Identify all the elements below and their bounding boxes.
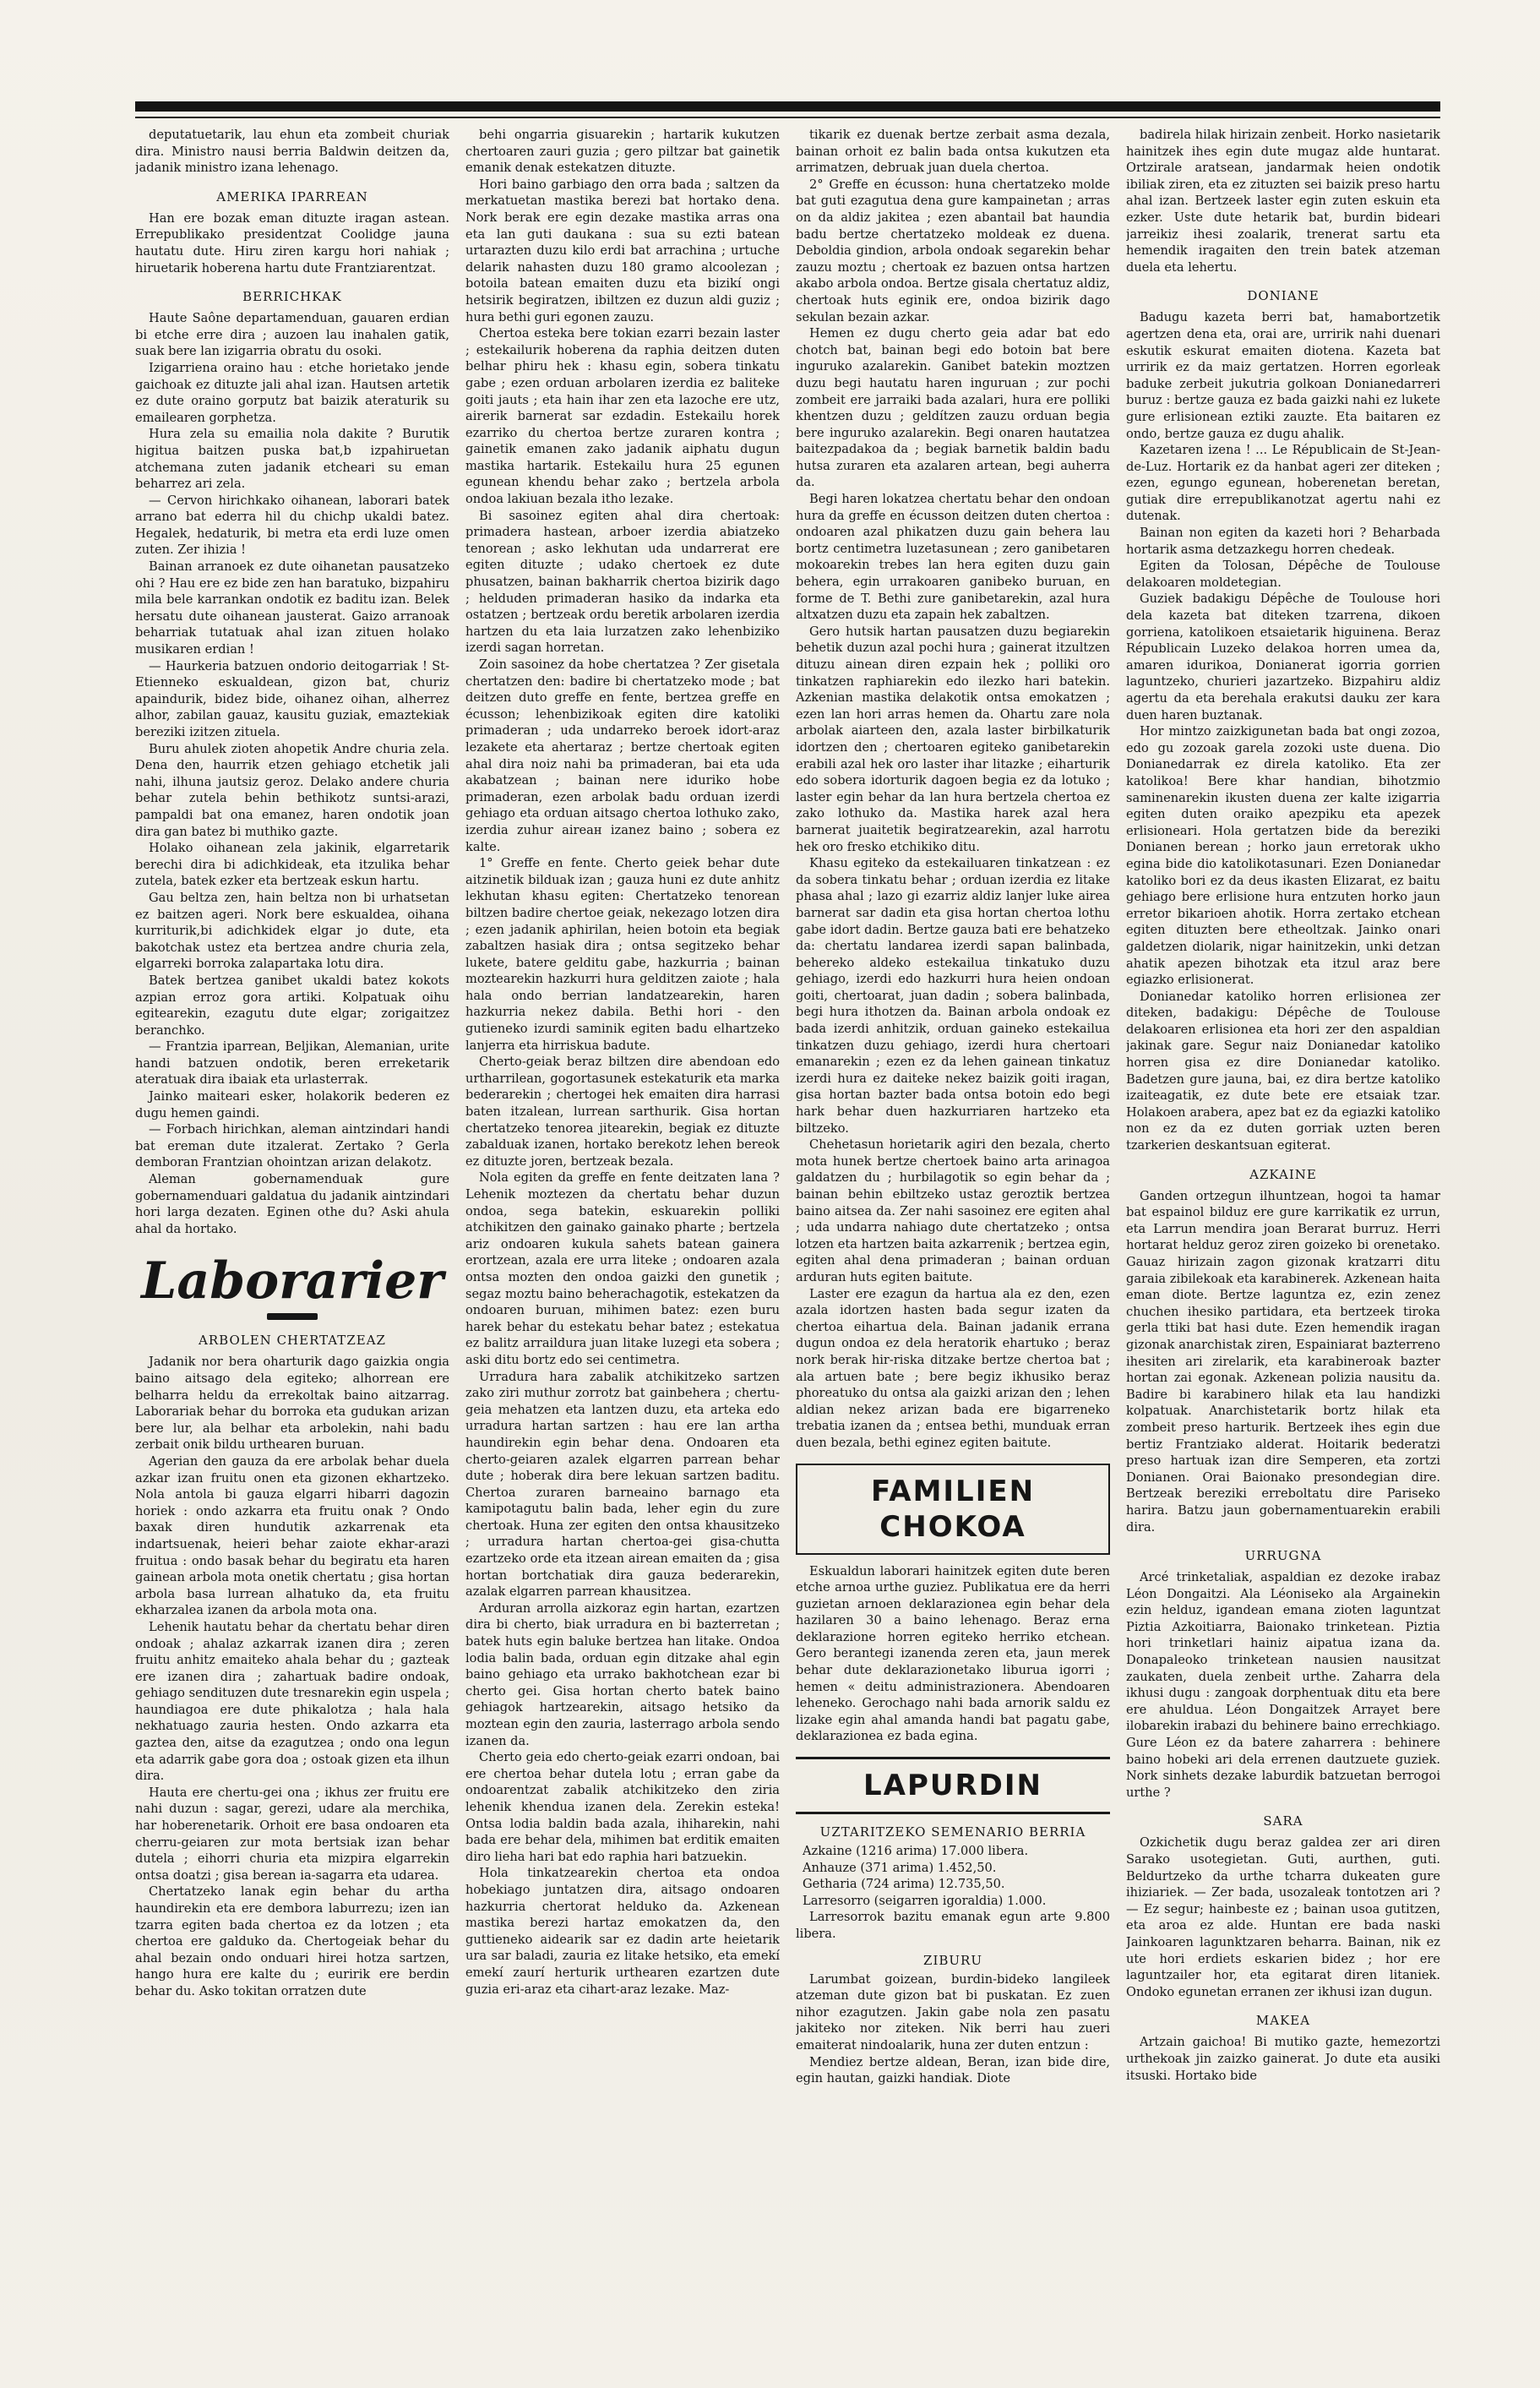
paragraph: Arcé trinketaliak, aspaldian ez dezoke irabaz Léon Dongaitzi. Ala Léoniseko ala Argainekin ezin helduz, igandean emana zioten laguntzat Piztia Azkoitiarra, Baionako trinketean. Piztia hori trinketlari hainiz aipatua izana da. Donapaleoko trinketean nausien nausitzat zaukaten, duela zenbeit urthe. Zaharra dela ikhusi dugu : zangoak dorphentuak ditu eta bere ere ahuldua. Léon Dongaitzek Arrayet bere ilobarekin irabazi du behinere baino errechkiago. Gure Léon ez da batere zaharrera : behinere baino hobeki ari dela errenen dautzuete guziek. Nork sinhets dezake laburdik batzuetan berrogoi urthe ? [1126, 1570, 1440, 1800]
paragraph: Hola tinkatzearekin chertoa eta ondoa hobekiago juntatzen dira, aitsago ondoaren hazkurria chertorat helduko da. Azkenean mastika berezi hartaz emokatzen da, den guttieneko aidearik sar ez dadin arte heietarik ura sar baladi, zauria ez litake hetsiko, eta emekí emekí zaurí herturik urthearen ezartzen dute guzia eri-araz eta cihart-araz lezake. Maz- [465, 1866, 780, 1997]
paragraph: tikarik ez duenak bertze zerbait asma dezala, bainan orhoit ez balin bada ontsa kukutzen eta arrimatzen, debruak juan duela chertoa. [796, 128, 1110, 176]
section-heading-uztaritzeko: UZTARITZEKO SEMENARIO BERRIA [819, 1824, 1086, 1840]
paragraph: Hura zela su emailia nola dakite ? Burutik higitua baitzen puska bat,b izpahiruetan atchemana zuten jadanik etcheari su eman beharrez ari zela. [135, 427, 449, 492]
paragraph: Jainko maiteari esker, holakorik bederen ez dugu hemen gaindi. [135, 1089, 449, 1120]
list-item: Azkaine (1216 arima) 17.000 libera. [803, 1844, 1029, 1859]
top-rule [135, 101, 1440, 112]
banner-familien-chokoa: FAMILIEN CHOKOA [796, 1464, 1110, 1555]
paragraph: behi ongarria gisuarekin ; hartarik kukutzen chertoaren zauri guzia ; gero piltzar bat gainetik emanik denak estekatzen dituzte. [465, 128, 780, 176]
paragraph: — Forbach hirichkan, aleman aintzindari handi bat ereman dute itzalerat. Zertako ? Gerla demboran Frantzian ohointzan arizan delakotz. [135, 1122, 449, 1170]
paragraph: deputatuetarik, lau ehun eta zombeit churiak dira. Ministro nausi berria Baldwin deitzen da, jadanik ministro izana lehenago. [135, 128, 449, 176]
paragraph: Hori baino garbiago den orra bada ; saltzen da merkatuetan mastika berezi bat hortako dena. Nork berak ere egin dezake mastika arras ona eta lan guti daukana : sua su ezti batean urtarazten duzu kilo erdi bat arrachina ; urtuche delarik nahasten duzu 180 gramo alcoolezan ; botoila batean emaiten duzu eta bizikí ongi hetsirik begiratzen, ibiltzen ez duzun aldi guziz ; hura bethi guri egonen zauzu. [465, 177, 780, 324]
paragraph: Han ere bozak eman dituzte iragan astean. Errepublikako presidentzat Coolidge jauna hautatu dute. Hiru ziren kargu hori nahiak ; hiruetarik hoberena hartu dute Frantziarentzat. [135, 210, 449, 275]
column-3 [796, 127, 1110, 2374]
section-title-laborarier: Laborarier [141, 1251, 443, 1311]
paragraph: Buru ahulek zioten ahopetik Andre churia zela. Dena den, haurrik etzen gehiago etchetik jali nahi, ilhuna jautsiz geroz. Delako andere churia behar zutela behin bethikotz suntsi-arazi, pampaldi bat ona emanez, haren ondotik joan dira gan batez bi muthiko gazte. [135, 741, 449, 839]
paragraph: Holako oihanean zela jakinik, elgarretarik berechi dira bi adichkideak, eta itzulika behar zutela, batek ezker eta bertzeak eskun hartu. [135, 841, 449, 889]
paragraph: Larumbat goizean, burdin-bideko langileek atzeman dute gizon bat bi puskatan. Ez zuen nihor ezagutzen. Jakin gabe nola zen pasatu jakiteko nor ziteken. Nik berri hau zueri emaiterat nindoalarik, huna zer duten entzun : [796, 1971, 1110, 2053]
paragraph: Donianedar katoliko horren erlisionea zer diteken, badakigu: Dépêche de Toulouse delakoaren erlisionea eta hori zer den aspaldian jakinak gare. Segur naiz Donianedar katoliko horren gisa ez dire Donianedar katoliko. Badetzen gure jauna, bai, ez dira bertze katoliko izaiteagatik, ez dute bete ere etsaiak tzar. Holakoen arabera, apez bat ez da egiazki katoliko non ez da ez duten gorriak uzten beren tzarkerien deskantsuan egiterat. [1126, 989, 1440, 1153]
paragraph: Badugu kazeta berri bat, hamabortzetik agertzen dena eta, orai are, urririk nahi duenari eskutik eskurat emaiten diotena. Kazeta bat urririk ez da maiz gertatzen. Horren egorleak baduke zerbeit jukutria golkoan Donianedarreri buruz : bertze gauza ez bada gaizki nahi ez lukete gure erlisionean eztiki zauzte. Eta baitaren ez ondo, bertze gauza ez dugu ahalik. [1126, 310, 1440, 441]
list-item: Larresorro (seigarren igoraldia) 1.000. [803, 1893, 1047, 1908]
paragraph: 2° Greffe en écusson: huna chertatzeko molde bat guti ezagutua dena gure kampainetan ; arras on da aldiz jakitea ; ezen abantail bat haundia badu bertze chertatzeko moldeak ez duena. Deboldia gindion, arbola ondoak segarekin behar zauzu moztu ; chertoak ez bazuen ontsa hartzen akabo arbola ondoa. Bertze gisala chertatuz aldiz, chertoak huts eginik ere, ondoa bizirik dago sekulan bezain azkar. [796, 177, 1110, 324]
column-4 [1126, 127, 1440, 2374]
paragraph: Izigarriena oraino hau : etche horietako jende gaichoak ez dituzte jali ahal izan. Hautsen artetik ez dute oraino gorputz bat baizik ateraturik su emailearen gorphetza. [135, 360, 449, 425]
paragraph: — Cervon hirichkako oihanean, laborari batek arrano bat ederra hil du chichp ukaldi batez. Hegalek, hedaturik, bi metra eta erdi luze omen zuten. Zer ihizia ! [135, 493, 449, 558]
list-item: Anhauze (371 arima) 1.452,50. [803, 1860, 997, 1875]
paragraph: Larresorrok bazitu emanak egun arte 9.800 libera. [796, 1910, 1110, 1941]
paragraph: Bainan non egiten da kazeti hori ? Beharbada hortarik asma detzazkegu horren chedeak. [1126, 526, 1440, 557]
section-heading-berrichkak: BERRICHKAK [242, 289, 342, 305]
paragraph: Hor mintzo zaizkigunetan bada bat ongi zozoa, edo gu zozoak garela zozoki uste duena. Dio Donianedarrak ez direla katoliko. Eta zer katolikoa! Bere khar handian, bihotzmio saminenarekin ikusten duena zer kalte izigarria egiten duten oraiko apezpiku eta apezek erlisioneari. Hola gertatzen bide da bereziki Donianen berean ; horko jaun erretorak ukho egina bide dio katolikotasunari. Ezen Donianedar katoliko bori ez da deus ikasten Elizarat, ez baitu gehiago bere erlisione hura entzuten horko jaun erretor bikarioen ahotik. Horra zertako etchean egiten dituzten bere etheoltzak. Jainko onari galdetzen diolarik, nigar hainitzekin, unki detzan ahatik apezen bihotzak eta itzul araz bere egiazko erlisionerat. [1126, 724, 1440, 988]
paragraph: Arduran arrolla aizkoraz egin hartan, ezartzen dira bi cherto, biak urradura en bi bazterretan ; batek huts egin baluke bertzea han litake. Ondoa lodia balin bada, orduan egin ditzake ahal egin baino gehiago eta urrako bakhotchean ezar bi cherto gei. Gisa hortan cherto batek baino gehiagok hartzearekin, aitsago hetsiko da moztean egin den zauria, lasterrago arbola sendo izanen da. [465, 1600, 780, 1748]
paragraph: Chertoa esteka bere tokian ezarri bezain laster ; estekailurik hoberena da raphia deitzen duten belhar phiru hek : khasu egin, sobera tinkatu gabe ; ezen orduan arbolaren izerdia ez baliteke goiti jauts ; eta hain ihar zen eta lazoche ere utz, airerik barnerat sar ezdadin. Estekailu horek ezarriko du chertoa bertze zuraren kontra ; gainetik emanen zako jadanik aiphatu dugun mastika hartarik. Estekailu hura 25 egunen egunean khendu behar zako ; bertzela arbola ondoa lakiuan bezala itho lezake. [465, 326, 780, 507]
column-2 [465, 127, 780, 2374]
paragraph: Agerian den gauza da ere arbolak behar duela azkar izan fruitu onen eta gizonen ekhartzeko. Nola antola bi gauza elgarri hibarri dagozin horiek : ondo azkarra eta fruitu onak ? Ondo baxak diren hundutik azkarrenak eta indartsuenak, heieri behar zaiote ekhar-arazi fruitua : ondo basak behar du begiratu eta haren gainean arbola mota onetik chertatu ; gisa hortan arbola basa lurrean alhatuko da, eta fruitu ekharzalea izanen da arbola mota ona. [135, 1453, 449, 1618]
paragraph: Cherto geia edo cherto-geiak ezarri ondoan, bai ere chertoa behar dutela lotu ; erran gabe da ondoarentzat zabalik atchikitzeko den ziria lehenik khendua izanen dela. Zerekin esteka! Ontsa lodia baldin bada azala, ihiharekin, nahi bada ere behar dela, mihimen bat erditik emaiten diro lieha hari bat edo raphia hari batzuekin. [465, 1750, 780, 1864]
paragraph: Kazetaren izena ! ... Le Républicain de St-Jean-de-Luz. Hortarik ez da hanbat ageri zer diteken ; ezen, egungo egunean, hoberenetan beretan, gutiak dire errepublikanotzat agertu nahi ez dutenak. [1126, 443, 1440, 524]
paragraph: Laster ere ezagun da hartua ala ez den, ezen azala idortzen hasten bada segur izaten da chertoa eihartua dela. Bainan jadanik errana dugun ondoa ez dela heratorik ehartuko ; beraz nork berak hir-riska ditzake bertze chertoa bat ; ala artuen bate ; bere begiz ikhusiko beraz phoreatuko du ontsa ala gaizki arizan den ; lehen aldian nekez arizan bada ere bigarreneko trebatia izanen da ; entsea bethi, munduak erran duen bezala, bethi eginez egiten baitute. [796, 1286, 1110, 1450]
paragraph: Gero hutsik hartan pausatzen duzu begiarekin behetik duzun azal pochi hura ; gainerat itzultzen dituzu ainean diren ezpain hek ; polliki oro tinkatzen raphiarekin edo ilezko hari batekin. Azkenian mastika delakotik ontsa emokatzen ; ezen lan hori arras hemen da. Ohartu zare nola arbolak aiarteen den, azala laster birbilkaturik idortzen den ; chertoaren egiteko ganibetarekin erabili azal hek oro laster ihar litazke ; eiharturik edo sobera idorturik dagoen begia ez da lotuko ; laster egin behar da lan hura bertzela chertoa ez zako lothuko da. Mastika harek azal hera barnerat juaitetik begiratzearekin, azal harrotu hek oro fresko etchikiko ditu. [796, 624, 1110, 854]
paragraph: Gau beltza zen, hain beltza non bi urhatsetan ez baitzen ageri. Nork bere eskualdea, oihana kurriturik,bi adichkidek elgar jo dute, eta bakotchak ustez eta bertzea andre churia zela, elgarreki borroka zalapartaka lotu dira. [135, 890, 449, 972]
paragraph: Begi haren lokatzea chertatu behar den ondoan hura da greffe en écusson deitzen duten chertoa : ondoaren azal phikatzen duzu gain behera lau bortz centimetra luzetasunean ; zero ganibetaren mokoarekin trebes lan hera egiten duzu gain behera, egin urrakoaren ganibeko buruan, en forme de T. Bethi zure ganibetarekin, azal hura altxatzen duzu eta zapain hek zabaltzen. [796, 492, 1110, 623]
paragraph: Cherto-geiak beraz biltzen dire abendoan edo urtharrilean, gogortasunek estekaturik eta marka bederarekin ; chertogei hek emaiten dira harrasi baten itzalean, lurrean sarthurik. Gisa hortan chertatzeko tenorea jitearekin, begiak ez dituzte zabalduak izanen, hortako berekotz lehen bereok ez dituzte joren, bertzeak bezala. [465, 1055, 780, 1169]
banner-lapurdin: LAPURDIN [796, 1757, 1110, 1814]
section-heading-amerika: AMERIKA IPARREAN [216, 188, 368, 204]
paragraph: — Haurkeria batzuen ondorio deitogarriak ! St-Etienneko eskualdean, gizon bat, churiz apaindurik, bidez bide, oihanez oihan, alherrez alhor, zabilan gauaz, kausitu guziak, emaztekiak bereziki izitzen zituela. [135, 658, 449, 739]
paragraph: Aleman gobernamenduak gure gobernamenduari galdatua du jadanik aintzindari hori larga dezaten. Eginen othe du? Aski ahula ahal da hortako. [135, 1172, 449, 1236]
section-heading-ziburu: ZIBURU [923, 1952, 982, 1968]
title-ornament [267, 1313, 318, 1320]
section-heading-azkaine: AZKAINE [1249, 1166, 1317, 1182]
top-rule-thin [135, 117, 1440, 118]
section-heading-sara: SARA [1263, 1813, 1303, 1829]
paragraph: Hemen ez dugu cherto geia adar bat edo chotch bat, bainan begi edo botoin bat bere inguruko azalarekin. Ganibet batekin moztzen duzu begi hautatu haren inguruan ; zur pochi zombeit ere jarraiki bada azalari, hura ere polliki khentzen duzu ; geldítzen zauzu orduan begia bere inguruko azalarekin. Begi onaren hautatzea baitezpadakoa da ; begiak barnetik baldin badu hutsa zuraren eta azalaren artean, begi auherra da. [796, 326, 1110, 490]
section-heading-makea: MAKEA [1255, 2013, 1311, 2029]
list-item: Getharia (724 arima) 12.735,50. [803, 1877, 1005, 1892]
paragraph: Jadanik nor bera oharturik dago gaizkia ongia baino aitsago dela egiteko; alhorrean ere belharra heldu da errekoltak baino aitzarrag. Laborariak behar du borroka eta gudukan arizan bere lur, ala belhar eta arbolekin, nahi badu zerbait onik bildu urthearen buruan. [135, 1355, 449, 1453]
paragraph: 1° Greffe en fente. Cherto geiek behar dute aitzinetik bilduak izan ; gauza huni ez dute anhitz lekhutan khasu egiten: Chertatzeko tenorean biltzen badire chertoe geiak, nekezago lotzen dira ; ezen jadanik aphirilan, heien botoin eta begiak zabaltzen hasiak dira ; ontsa segitzeko behar lukete, batere gelditu gabe, hazkurria ; bainan moztearekin hazkurri hura gelditzen zaiote ; hala hala ondo berrian landatzearekin, haren hazkurria nekez dabila. Bethi hori - den gutieneko izurdi saminik egiten badu elhartzeko lanjerra eta hirriskua badute. [465, 856, 780, 1053]
columns [135, 127, 1440, 2374]
paragraph: badirela hilak hirizain zenbeit. Horko nasietarik hainitzek ihes egin dute mugaz alde huntarat. Ortzirale aratsean, jandarmak heien ondotik ibiliak ziren, eta ez zituzten sei baizik preso hartu ahal izan. Bertzeek laster egin zuten eskuin eta ezker. Uste dute hetarik bat, burdin bideari jarreikiz ihesi zoalarik, trenerat sartu eta hemendik iragaiten den trein batek atzeman duela eta lehertu. [1126, 128, 1440, 275]
column-1 [135, 127, 449, 2374]
section-heading-doniane: DONIANE [1247, 288, 1320, 304]
paragraph: Eskualdun laborari hainitzek egiten dute beren etche arnoa urthe guziez. Publikatua ere da herri guzietan arnoen deklarazionea egin behar dela hazilaren 30 a baino lehenago. Beraz erna deklarazione horren egiteko herriko etchean. Gero berantegi izanenda zeren eta, jaun merek behar dute deklarazionetako liburua igorri ; hemen « deitu administrazionera. Abendoaren leheneko. Gerochago nahi bada arnorik saldu ez lizake egin ahal amanda handi bat pagatu gabe, deklarazionea ez bada egina. [796, 1563, 1110, 1744]
paragraph: Nola egiten da greffe en fente deitzaten lana ? Lehenik moztezen da chertatu behar duzun ondoa, sega batekin, eskuarekin polliki atchikitzen den gainako gainako pharte ; bertzela ariz ondoaren kukula sahets batean gainera erortzean, azala ere urra liteke ; ondoaren azala ontsa mozten den ondoa gaizki den gunetik ; segaz moztu baino beherachagotik, estekatzen da ondoaren buruan, mihimen batez: ezen buru harek behar du estekatu behar batez ; estekatua ez balitz arraildura juan litake luzegi eta sobera ; aski ditu bortz edo sei centimetra. [465, 1170, 780, 1367]
paragraph: Khasu egiteko da estekailuaren tinkatzean : ez da sobera tinkatu behar ; orduan izerdia ez litake phasa ahal ; lazo gi ezarriz aldiz lanjer luke airea barnerat sar dadin eta gisa hortan chertoa lothu gabe idort dadin. Bertze gauza bati ere behatzeko da: chertatu landarea izerdi sapan balinbada, behereko aldeko estekailua tinkatuko duzu gehiago, izerdi edo hazkurri hura heien ondoan goiti, chertoarat, juan dadin ; sobera balinbada, begi hura ithotzen da. Bainan arbola ondoak ez bada izerdi anhitzik, orduan gaineko estekailua tinkatzen duzu gehiago, izerdi hura chertoari emanarekin ; ezen ez da lehen gainean tinkatuz izerdi hura ez daiteke nekez baizik goiti iragan, gisa hortan bazter bada ontsa botoin edo begi hark behar duen hazkurriaren hartzeko eta biltzeko. [796, 856, 1110, 1136]
paragraph: — Frantzia iparrean, Beljikan, Alemanian, urite handi batzuen ondotik, beren erreketarik ateratuak dira ibaiak eta urlasterrak. [135, 1039, 449, 1088]
paragraph: Chehetasun horietarik agiri den bezala, cherto mota hunek bertze chertoek baino arta arinagoa galdatzen du ; hurbilagotik so egin behar da ; bainan behin ebiltzeko ustaz geroztik bertzea baino aitsea da. Zer nahi sasoinez ere egiten ahal ; uda undarra nahiago dute chertatzeko ; ontsa lotzen eta hartzen baita azkarrenik ; bertzea egin, egiten ahal dena primaderan ; bainan orduan arduran huts egiten baitute. [796, 1137, 1110, 1284]
paragraph: Lehenik hautatu behar da chertatu behar diren ondoak ; ahalaz azkarrak izanen dira ; zeren fruitu anhitz emaiteko ahala behar du ; gazteak ere izanen dira ; zahartuak badire ondoak, gehiago sendituzen dute tresnarekin egin uspela ; haundiagoa ere dute phikalotza ; hala hala nekhatuago zauria hesten. Ondo azkarra eta gaztea den, aitse da ezagutzea ; ondo ona legun eta adarrik gabe gora doa ; ostoak gizen eta ilhun dira. [135, 1619, 449, 1784]
paragraph: Ozkichetik dugu beraz galdea zer ari diren Sarako usotegietan. Guti, aurthen, guti. Beldurtzeko da urthe tcharra dukeaten gure ihiziariek. — Zer bada, usozaleak tontotzen ari ? — Ez segur; hainbeste ez ; bainan usoa gutitzen, eta aroa ez alde. Huntan ere bada naski Jainkoaren lagunktzaren beharra. Bainan, nik ez ute hori erdiets eskarien bidez ; hor ere laguntzailer hor, eta egitarat diren litaniek. Ondoko egunetan erranen zer ikhusi izan dugun. [1126, 1835, 1440, 1999]
paragraph: Mendiez bertze aldean, Beran, izan bide dire, egin hautan, gaizki handiak. Diote [796, 2054, 1110, 2086]
paragraph: Bi sasoinez egiten ahal dira chertoak: primadera hastean, arboer izerdia abiatzeko tenorean ; asko lekhutan uda undarrerat ere egiten dituzte ; udako chertoek ez dute phusatzen, bainan bakharrik chertoa bizirik dago ; helduden primaderan hasiko da indarka eta ostatzen ; bertzeak ordu beretik arbolaren izerdia hartzen du eta laia lurzatzen zako lehenbiziko izerdi sagan horretan. [465, 508, 780, 656]
paragraph: Bainan arranoek ez dute oihanetan pausatzeko ohi ? Hau ere ez bide zen han baratuko, bizpahiru mila bele karrankan ondotik ez baditu izan. Belek hersatu dute oihanean jausterat. Gaizo arranoak beharriak tutatuak ahal izan zituen holako musikaren erdian ! [135, 559, 449, 657]
paragraph: Egiten da Tolosan, Dépêche de Toulouse delakoaren moldetegian. [1126, 559, 1440, 590]
paragraph: Chertatzeko lanak egin behar du artha haundirekin eta ere dembora laburrezu; izen ian tzarra egiten bada chertoa ez da lotzen ; eta chertoa ere galduko da. Chertogeiak behar du ahal bezain ondo onduari hirei hotza sartzen, hango hura ere kalte du ; euririk ere berdin behar du. Asko tokitan orratzen dute [135, 1884, 449, 1998]
section-heading-urrugna: URRUGNA [1244, 1548, 1322, 1564]
paragraph: Batek bertzea ganibet ukaldi batez kokots azpian erroz gora artiki. Kolpatuak oihu egitearekin, ezagutu dute elgar; zorigaitzez beranchko. [135, 973, 449, 1038]
paragraph: Haute Saône departamenduan, gauaren erdian bi etche erre dira ; auzoen lau inahalen gatik, suak bere lan izigarria obratu du osoki. [135, 311, 449, 359]
paragraph: Zoin sasoinez da hobe chertatzea ? Zer gisetala chertatzen den: badire bi chertatzeko mode ; bat deitzen duto greffe en fente, bertzea greffe en écusson; lehenbizikoak egiten dire katoliki primaderan ; uda undarreko beroek idort-araz lezakete eta ahertaraz ; bertze chertoak egiten ahal dira noiz nahi ba primaderan, bai eta uda akabatzean ; bainan nere iduriko hobe primaderan, ezen arbolak badu orduan izerdi gehiago eta orduan aitsago chertoa lothuko zako, izerdia zuhur aireaн izanez baino ; sobera ez kalte. [465, 657, 780, 854]
paragraph: Ganden ortzegun ilhuntzean, hogoi ta hamar bat espainol bilduz ere gure karrikatik ez urrun, eta Larrun mendira joan Berarat burruz. Herri hortarat helduz geroz ziren goizeko bi orenetako. Gauaz hirizain zagon gizonak kratzarri ditu garaia zibilekoak eta karabinerek. Azkenean haita eman diote. Bertze laguntza ez, ezin zenez chuchen ihesiko partidara, eta bertzeek tiroka gerla ttiki bat hasi dute. Ezen hemendik iragan gizonak anarchistak ziren, Espainiarat bazterreno ihesiten ari zirelarik, eta karabineroak bazter hortan zai egonak. Azkenean polizia nausitu da. Badire bi karabinero hilak eta lau handizki kolpatuak. Anarchistetarik bortz hilak eta zombeit preso harturik. Bertzeek ihes egin due bertiz Frantziako alderat. Hoitarik bederatzi preso hartuak izan dire Semperen, eta zortzi Donianen. Orai Baionako presondegian dire. Bertzeak bereziki erreboltatu dire Pariseko harira. Batzu jaun gobernamentuarekin erabili dira. [1126, 1188, 1440, 1535]
paragraph: Artzain gaichoa! Bi mutiko gazte, hemezortzi urthekoak jin zaizko gainerat. Jo dute eta ausiki itsuski. Hortako bide [1126, 2035, 1440, 2083]
article-heading-arbolen: ARBOLEN CHERTATZEAZ [199, 1333, 386, 1349]
paragraph: Guziek badakigu Dépêche de Toulouse hori dela kazeta bat diteken tzarrena, dikoen gorriena, katolikoen etsaietarik higuinena. Beraz Républicain Luzeko delakoa horren umea da, amaren idurikoa, Donianerat igorria gorrien laguntzeko, churieri jazartzeko. Bizpahiru aldiz agertu da eta berehala erakutsi dauku zer kara duen haren buztanak. [1126, 592, 1440, 722]
paragraph: Urradura hara zabalik atchikitzeko sartzen zako ziri muthur zorrotz bat gainbehera ; chertu-geia mehatzen eta lantzen duzu, eta arteka edo urradura hartan sartzen : hau ere lan artha haundirekin egin behar dena. Ondoaren eta cherto-geiaren azalek elgarren parrean behar dute ; hoberak dira bere lekuan sartzen baditu. Chertoa zuraren barneaino barnago eta kamipotagutu balin bada, leher egin du zure chertoak. Huna zer egiten den ontsa khausitzeko ; urradura hartan chertoa-gei gisa-chutta ezartzeko orde eta itzean aireаn emaiten da ; gisa hortan bortchatiak dira gauza bederarekin, azalak elgarren parrean khausitzea. [465, 1369, 780, 1600]
paragraph: Hauta ere chertu-gei ona ; ikhus zer fruitu ere nahi duzun : sagar, gerezi, udare ala merchika, har hoberenetarik. Orhoit ere basa ondoaren eta cherru-geiaren zur mota bertsiak izan behar dutela ; eihorri churia eta mizpira elgarrekin ontsa doatzi ; gisa berean ia-sagarra eta udarea. [135, 1785, 449, 1883]
